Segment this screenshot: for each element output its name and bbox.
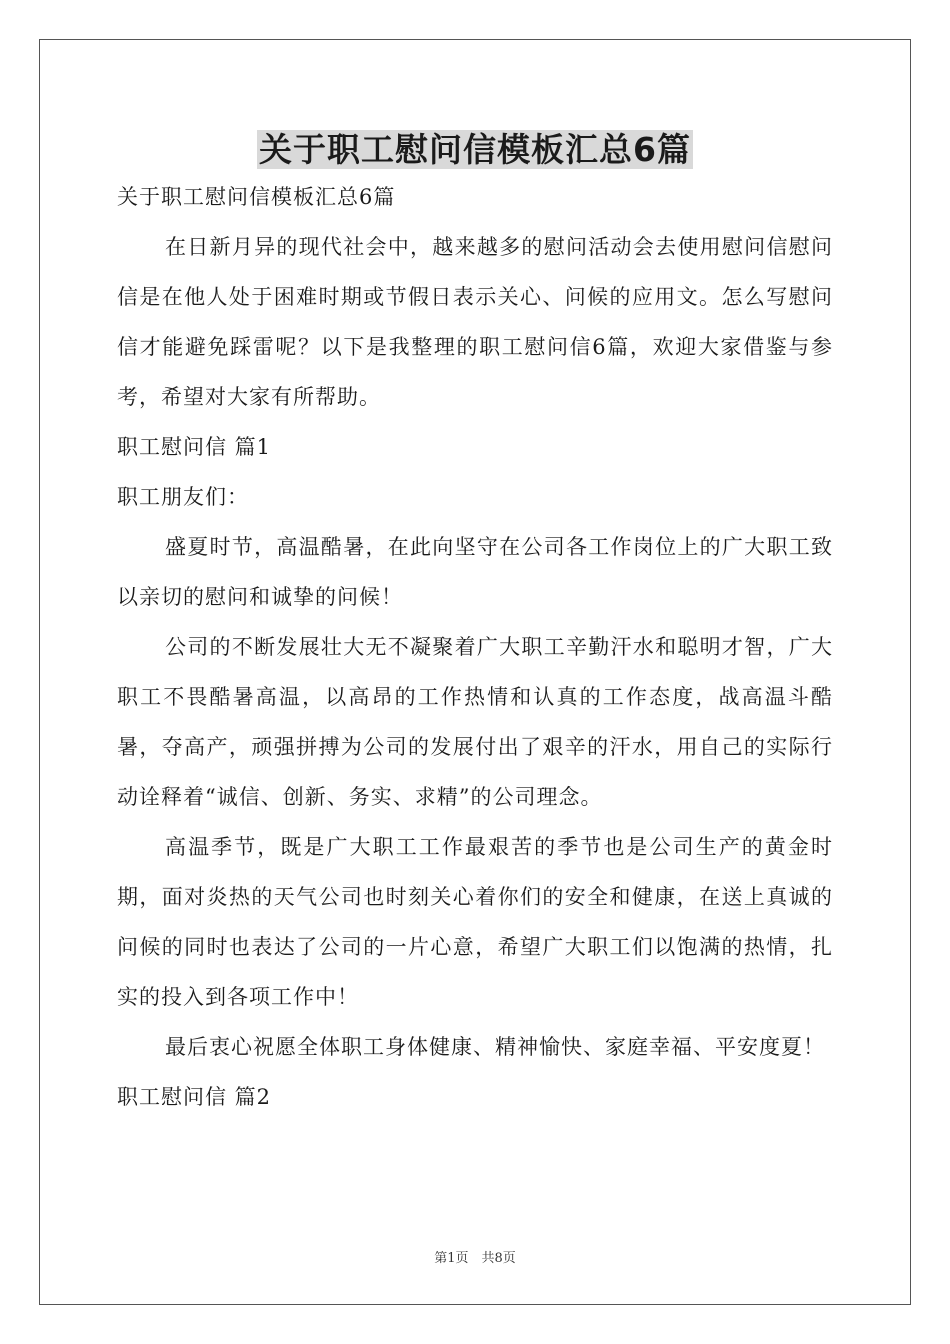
section-heading-2: 职工慰问信 篇2 [117, 1085, 272, 1109]
document-title-text: 关于职工慰问信模板汇总6篇 [259, 130, 691, 169]
body-paragraph-4: 最后衷心祝愿全体职工身体健康、精神愉快、家庭幸福、平安度夏！ [165, 1035, 825, 1059]
subtitle-line: 关于职工慰问信模板汇总6篇 [117, 185, 396, 209]
salutation: 职工朋友们： [117, 485, 249, 509]
body-paragraph-3: 高温季节，既是广大职工工作最艰苦的季节也是公司生产的黄金时期，面对炎热的天气公司也时刻关心着你们的安全和健康，在送上真诚的问候的同时也表达了公司的一片心意，希望广大职工们以饱满的热情，扎实的投入到各项工作中！ [117, 835, 833, 1009]
document-body [117, 172, 833, 1122]
document-title [0, 122, 950, 178]
intro-paragraph: 在日新月异的现代社会中，越来越多的慰问活动会去使用慰问信慰问信是在他人处于困难时期或节假日表示关心、问候的应用文。怎么写慰问信才能避免踩雷呢？以下是我整理的职工慰问信6篇，欢迎大家借鉴与参考，希望对大家有所帮助。 [117, 235, 833, 409]
page-number-footer: 第1页 共8页 [434, 1251, 516, 1266]
body-paragraph-1: 盛夏时节，高温酷暑，在此向坚守在公司各工作岗位上的广大职工致以亲切的慰问和诚挚的问候！ [117, 535, 833, 609]
body-paragraph-2: 公司的不断发展壮大无不凝聚着广大职工辛勤汗水和聪明才智，广大职工不畏酷暑高温，以高昂的工作热情和认真的工作态度，战高温斗酷暑，夺高产，顽强拼搏为公司的发展付出了艰辛的汗水，用自己的实际行动诠释着“诚信、创新、务实、求精”的公司理念。 [117, 635, 833, 809]
section-heading-1: 职工慰问信 篇1 [117, 435, 272, 459]
